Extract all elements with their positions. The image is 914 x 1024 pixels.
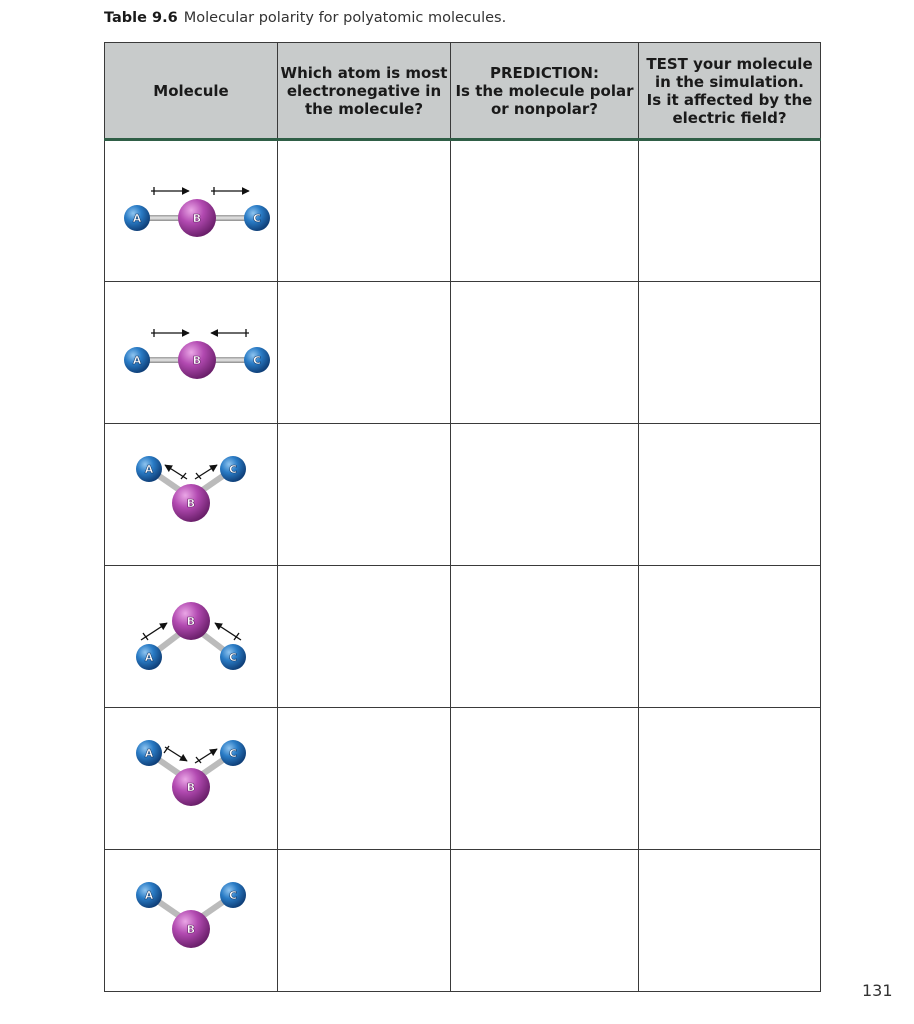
dipole-arrow xyxy=(151,329,189,337)
header-electronegative: Which atom is most electronegative in the molecule? xyxy=(278,43,451,140)
prediction-answer-cell[interactable] xyxy=(451,140,639,282)
atom-a-label: A xyxy=(132,353,142,367)
electronegative-answer-cell[interactable] xyxy=(278,850,451,992)
prediction-answer-cell[interactable] xyxy=(451,850,639,992)
dipole-arrow xyxy=(211,329,249,337)
atom-b-label: B xyxy=(186,614,196,628)
molecule-cell xyxy=(105,850,278,992)
table-row xyxy=(105,850,821,992)
table-title: Molecular polarity for polyatomic molecules. xyxy=(183,10,507,26)
table-row xyxy=(105,424,821,566)
header-row xyxy=(105,43,821,140)
test-answer-cell[interactable] xyxy=(639,424,821,566)
header-prediction: PREDICTION: Is the molecule polar or nonpolar? xyxy=(451,43,639,140)
table-row xyxy=(105,708,821,850)
electronegative-answer-cell[interactable] xyxy=(278,140,451,282)
molecule-diagram xyxy=(111,169,271,249)
test-answer-cell[interactable] xyxy=(639,140,821,282)
molecule-cell xyxy=(105,708,278,850)
molecule-cell xyxy=(105,140,278,282)
test-answer-cell[interactable] xyxy=(639,566,821,708)
page-number: 131 xyxy=(862,981,893,1000)
header-molecule: Molecule xyxy=(105,43,278,140)
dipole-arrow xyxy=(141,623,167,640)
prediction-answer-cell[interactable] xyxy=(451,566,639,708)
electronegative-answer-cell[interactable] xyxy=(278,708,451,850)
molecule-cell xyxy=(105,424,278,566)
atom-a-label: A xyxy=(144,650,154,664)
atom-a-label: A xyxy=(144,888,154,902)
electronegative-answer-cell[interactable] xyxy=(278,424,451,566)
dipole-arrow xyxy=(215,623,241,640)
molecule-cell xyxy=(105,566,278,708)
test-answer-cell[interactable] xyxy=(639,850,821,992)
atom-c-label: C xyxy=(252,353,262,367)
atom-c-label: C xyxy=(228,746,238,760)
dipole-arrow xyxy=(151,187,189,195)
atom-b-label: B xyxy=(192,212,202,225)
table-row xyxy=(105,566,821,708)
molecule-diagram xyxy=(111,311,271,391)
atom-a-label: A xyxy=(144,462,154,476)
dipole-arrow xyxy=(195,749,217,763)
molecule-cell xyxy=(105,282,278,424)
molecule-diagram xyxy=(111,595,271,675)
table-row xyxy=(105,282,821,424)
dipole-arrow xyxy=(164,746,187,761)
atom-a-label: A xyxy=(132,212,142,225)
table-caption xyxy=(104,10,506,26)
atom-c-label: C xyxy=(252,212,262,225)
dipole-arrow xyxy=(195,465,217,479)
atom-b-label: B xyxy=(186,922,196,936)
prediction-answer-cell[interactable] xyxy=(451,282,639,424)
atom-b-label: B xyxy=(186,496,196,510)
atom-c-label: C xyxy=(228,650,238,664)
molecule-diagram xyxy=(111,453,271,533)
test-answer-cell[interactable] xyxy=(639,282,821,424)
dipole-arrow xyxy=(165,465,187,479)
atom-c-label: C xyxy=(228,888,238,902)
polarity-table xyxy=(104,42,821,992)
atom-a-label: A xyxy=(144,746,154,760)
table-row xyxy=(105,140,821,282)
atom-b-label: B xyxy=(186,780,196,794)
electronegative-answer-cell[interactable] xyxy=(278,566,451,708)
electronegative-answer-cell[interactable] xyxy=(278,282,451,424)
header-test: TEST your molecule in the simulation. Is it affected by the electric field? xyxy=(639,43,821,140)
molecule-diagram xyxy=(111,737,271,817)
prediction-answer-cell[interactable] xyxy=(451,708,639,850)
table-label: Table 9.6 xyxy=(104,10,178,26)
test-answer-cell[interactable] xyxy=(639,708,821,850)
prediction-answer-cell[interactable] xyxy=(451,424,639,566)
atom-b-label: B xyxy=(192,353,202,367)
dipole-arrow xyxy=(211,187,249,195)
molecule-diagram xyxy=(111,879,271,959)
atom-c-label: C xyxy=(228,462,238,476)
